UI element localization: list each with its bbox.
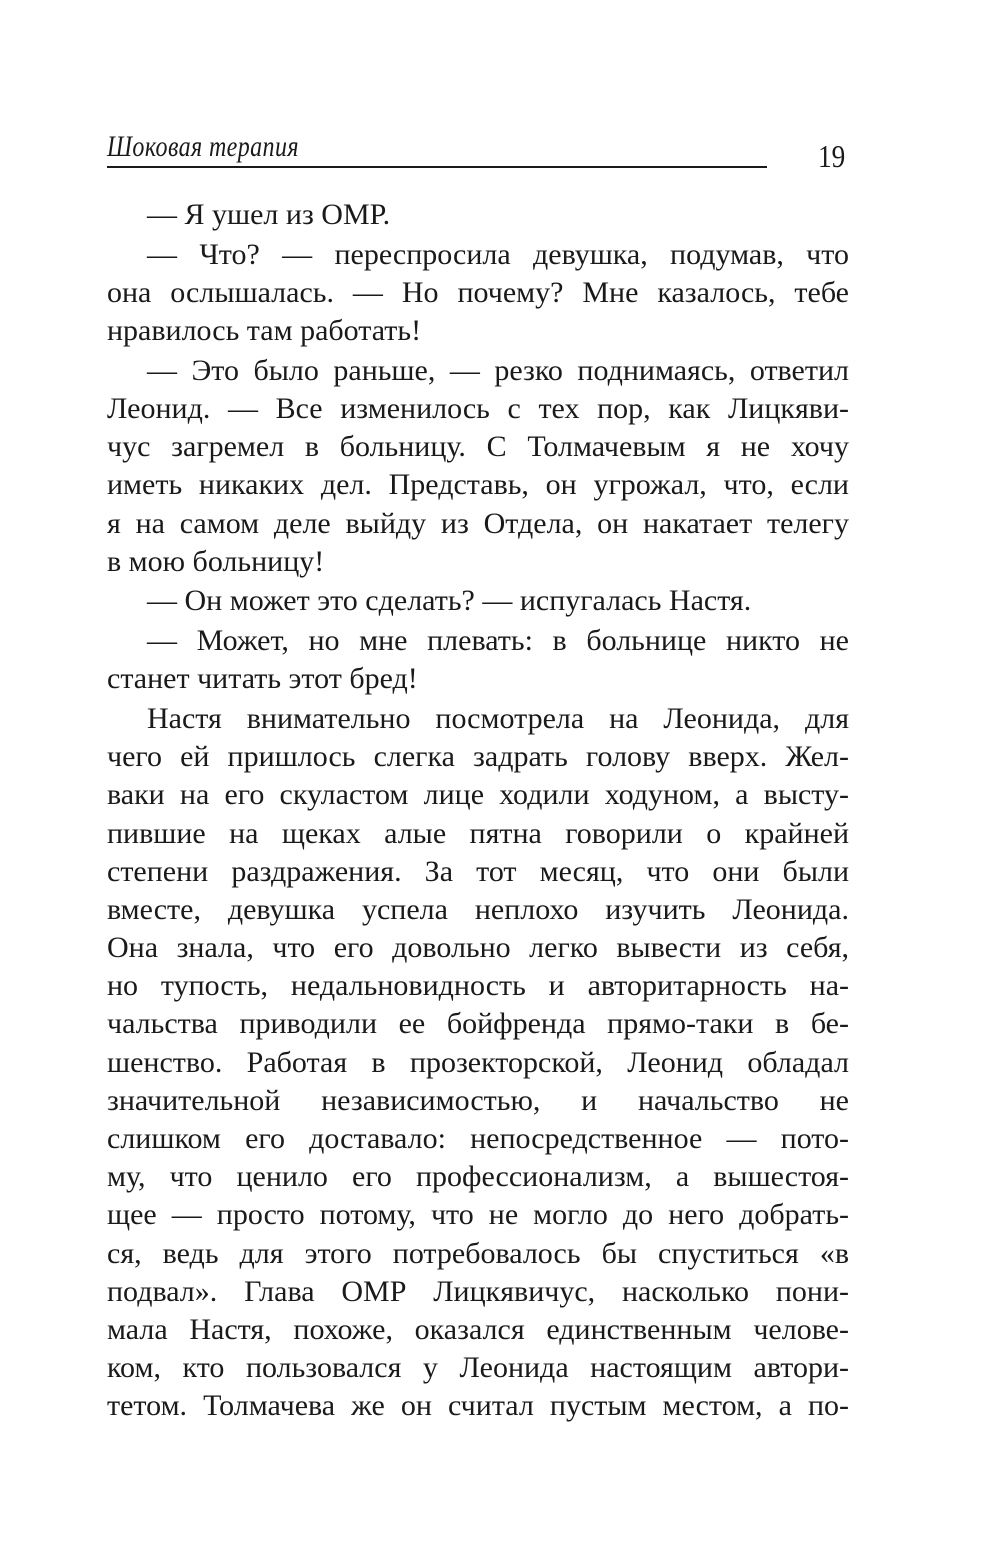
text-line: щее — просто потому, что не могло до него добрать- [107, 1198, 849, 1232]
paragraph [107, 582, 849, 620]
text-line: подвал». Глава ОМР Лицкявичус, насколько пони- [107, 1274, 849, 1308]
text-line: я на самом деле выйду из Отдела, он накатает телегу [107, 506, 849, 540]
text-line: Леонид. — Все изменилось с тех пор, как Лицкяви- [107, 391, 849, 425]
book-title: Шоковая терапия [107, 130, 299, 163]
page-number: 19 [818, 138, 846, 174]
text-line: му, что ценило его профессионализм, а вышестоя- [107, 1160, 849, 1194]
text-line: — Он может это сделать? — испугалась Настя. [147, 584, 752, 618]
text-line: нравилось там работать! [107, 314, 422, 348]
body-text [107, 196, 849, 1426]
paragraph [107, 236, 849, 351]
text-line: ваки на его скуластом лице ходили ходуном, а высту- [107, 778, 849, 812]
text-line: мала Настя, похоже, оказался единственным челове- [107, 1312, 849, 1346]
text-line: — Это было раньше, — резко поднимаясь, ответил [147, 353, 849, 387]
text-line: но тупость, недальновидность и авторитарность на- [107, 969, 849, 1003]
text-line: в мою больницу! [107, 544, 325, 578]
running-head [107, 122, 767, 170]
text-line: шенство. Работая в прозекторской, Леонид обладал [107, 1045, 849, 1079]
text-line: вместе, девушка успела неплохо изучить Леонида. [107, 892, 849, 926]
text-line: иметь никаких дел. Представь, он угрожал, что, если [107, 468, 849, 502]
text-line: степени раздражения. За тот месяц, что они были [107, 854, 849, 888]
text-line: чус загремел в больницу. С Толмачевым я не хочу [107, 430, 849, 464]
text-line: слишком его доставало: непосредственное — пото- [107, 1122, 849, 1155]
text-line: — Что? — переспросила девушка, подумав, что [147, 237, 849, 271]
text-line: чальства приводили ее бойфренда прямо-таки в бе- [107, 1007, 849, 1041]
text-line: пившие на щеках алые пятна говорили о крайней [107, 816, 849, 850]
paragraph [107, 700, 849, 1426]
text-line: Настя внимательно посмотрела на Леонида, для [147, 701, 849, 735]
text-line: значительной независимостью, и начальство не [107, 1083, 849, 1117]
text-line: — Может, но мне плевать: в больнице никто не [147, 624, 849, 658]
text-line: Она знала, что его довольно легко вывести из себя, [107, 931, 849, 965]
text-line: — Я ушел из ОМР. [147, 198, 391, 231]
text-line: ком, кто пользовался у Леонида настоящим автори- [107, 1351, 849, 1385]
text-line: она ослышалась. — Но почему? Мне казалось, тебе [107, 275, 849, 309]
text-line: тетом. Толмачева же он считал пустым местом, а по- [107, 1389, 849, 1423]
text-line: станет читать этот бред! [107, 662, 418, 696]
paragraph [107, 352, 849, 581]
text-line: ся, ведь для этого потребовалось бы спуститься «в [107, 1236, 849, 1270]
header-rule [107, 166, 767, 168]
paragraph [107, 622, 849, 698]
paragraph [107, 196, 849, 234]
text-line: чего ей пришлось слегка задрать голову вверх. Жел- [107, 740, 849, 774]
